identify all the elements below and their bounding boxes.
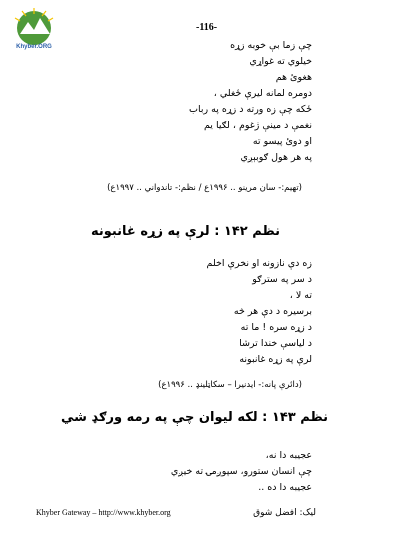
poem-line: د لیاسې خندا ترشا [239, 338, 312, 349]
poem-line: نغمې د مینې ژغوم ، لګیا یم [203, 120, 312, 131]
poem3-lines [171, 448, 312, 496]
poem2-source-note: (دائرې پانه:- ایدنیرا – سکاټلینډ .. ۱۹۹۶ع) [158, 380, 302, 390]
poem-line: عجیبه دا نه، [265, 450, 312, 461]
logo-text: Khyber.ORG [16, 44, 52, 50]
poem1-lines [189, 38, 312, 166]
poem-line: ته لا ، [289, 290, 312, 301]
poem1-source-note: (تهیم:- سان مرینو .. ۱۹۹۶ع / نظم:- تاندواني .. ۱۹۹۷ع) [107, 183, 302, 193]
footer-website: Khyber Gateway – http://www.khyber.org [36, 508, 171, 517]
poem-line: ځکه چې زه ورته د زړه په رباب [189, 104, 312, 115]
poem3-title: نظم ۱۴۳ : لکه لیوان چې په رمه ورګډ شي [61, 410, 328, 425]
footer-author: لیک: افضل شوق [253, 508, 316, 518]
poem-line: برسیره د دې هر څه [233, 306, 312, 317]
poem-line: چې زما بې خوبه زړه [230, 40, 312, 51]
poem-line: د سر په سترګو [252, 274, 312, 285]
poem-line: د زړه سره ! ما ته [240, 322, 312, 333]
poem-line: چې انسان ستورو، سپوږمۍ ته خیږي [170, 466, 312, 477]
poem-line: په هر هول ګوبېږي [240, 152, 312, 163]
poem-line: عجیبه دا ده .. [258, 482, 312, 493]
poem-line: دومره لمانه لیرې ځغلي ، [213, 88, 312, 99]
poem-line: خیلوي ته غواړي [249, 56, 312, 67]
poem-line: او دوئ پیسو ته [252, 136, 312, 147]
page-number: -116- [196, 22, 218, 33]
poem2-lines [207, 256, 312, 368]
poem-line: لرې په زړه غانبونه [239, 354, 312, 365]
poem-line: هغوئ هم [275, 72, 312, 83]
poem-line: زه دې نازونه او نخرې اخلم [206, 258, 312, 269]
poem2-title: نظم ۱۴۲ : لرې په زړه غانبونه [90, 224, 280, 239]
